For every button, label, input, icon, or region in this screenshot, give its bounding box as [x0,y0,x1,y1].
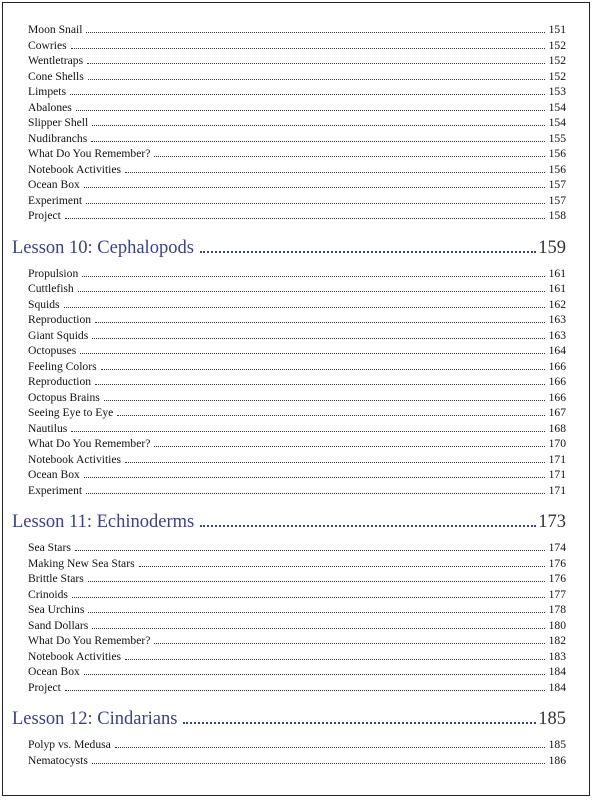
toc-entry [28,297,566,313]
entry-page-number: 171 [548,483,566,497]
dot-leader [125,172,545,173]
entry-page-number: 161 [548,266,566,280]
entry-title: Giant Squids [28,328,89,342]
toc-entry [28,390,566,406]
dot-leader [84,674,545,675]
dot-leader [71,431,544,432]
entry-page-number: 183 [548,649,566,663]
entry-title: Ocean Box [28,468,80,481]
dot-leader [125,462,545,463]
dot-leader [154,446,544,447]
toc-entry [28,22,566,38]
dot-leader [88,79,545,80]
entry-page-number: 167 [548,406,566,419]
dot-leader [104,400,545,401]
dot-leader [64,307,545,308]
dot-leader [117,415,544,416]
toc-entry [28,405,566,421]
entry-title: Crinoids [28,587,68,601]
toc-entry [28,737,566,753]
entry-page-number: 185 [548,738,566,751]
dot-leader [86,32,544,33]
entry-title: Propulsion [28,266,79,280]
toc-entry [28,281,566,297]
entry-title: Project [28,680,61,694]
entry-title: Ocean Box [28,178,80,191]
entry-title: Cowries [28,38,67,52]
lesson-heading-lesson-10-cephalopods [12,233,566,263]
entry-title: Making New Sea Stars [28,556,135,570]
entry-page-number: 182 [548,634,566,647]
entry-title: Nematocysts [28,753,88,767]
toc-entry [28,84,566,100]
entry-page-number: 180 [548,618,566,632]
page-number-fragment [287,793,305,796]
toc-entry [28,374,566,390]
toc-entry [28,208,566,224]
lesson-page-number: 159 [538,237,566,258]
entry-page-number: 151 [548,23,566,36]
toc-entry [28,100,566,116]
toc-entry [28,436,566,452]
toc-entry [28,602,566,618]
entry-page-number: 158 [548,209,566,222]
toc-entry [28,633,566,649]
toc-entry [28,359,566,375]
toc-entry [28,571,566,587]
dot-leader [84,187,545,188]
entry-page-number: 154 [548,100,566,114]
entry-page-number: 166 [548,375,566,388]
entry-title: Sand Dollars [28,618,89,632]
entry-page-number: 164 [548,344,566,357]
entry-title: Abalones [28,100,72,114]
dot-leader [101,369,545,370]
toc-entry [28,312,566,328]
entry-page-number: 174 [548,541,566,554]
entry-title: Experiment [28,193,83,207]
entry-page-number: 157 [548,193,566,207]
entry-title: Sea Urchins [28,603,85,616]
entry-title: Cone Shells [28,69,84,83]
toc-entry [28,649,566,665]
toc-entry [28,131,566,147]
dot-leader [115,747,545,748]
toc-entry [28,193,566,209]
dot-leader [80,353,544,354]
lesson-heading-lesson-12-cindarians [12,704,566,734]
dot-leader [91,141,544,142]
toc-entry [28,266,566,282]
dot-leader [92,125,544,126]
toc-entry [28,162,566,178]
entry-title: Notebook Activities [28,162,122,176]
entry-title: What Do You Remember? [28,634,151,647]
dot-leader [139,566,545,567]
toc-entry [28,664,566,680]
entry-page-number: 177 [548,587,566,601]
entry-title: Reproduction [28,375,92,388]
entry-page-number: 166 [548,390,566,404]
entry-title: Experiment [28,483,83,497]
entry-title: Feeling Colors [28,359,97,373]
toc-entry [28,483,566,499]
dot-leader [200,525,536,527]
toc-entry [28,753,566,769]
dot-leader [65,218,545,219]
entry-page-number: 163 [548,313,566,326]
table-of-contents [12,22,566,768]
lesson-title: Lesson 11: Echinoderms [12,512,195,532]
dot-leader [88,612,544,613]
toc-entry [28,421,566,437]
entry-title: Moon Snail [28,23,83,36]
dot-leader [71,48,545,49]
entry-title: Brittle Stars [28,572,84,585]
entry-title: What Do You Remember? [28,437,151,450]
entry-page-number: 152 [548,69,566,83]
dot-leader [86,493,545,494]
entry-page-number: 184 [548,665,566,678]
dot-leader [92,338,544,339]
lesson-title: Lesson 10: Cephalopods [12,237,194,258]
entry-page-number: 153 [548,85,566,98]
entry-page-number: 171 [548,452,566,466]
dot-leader [86,203,545,204]
lesson-page-number: 173 [538,512,566,532]
entry-page-number: 156 [548,147,566,160]
entry-title: Sea Stars [28,541,71,554]
toc-entry [28,146,566,162]
toc-entry [28,38,566,54]
dot-leader [95,384,545,385]
entry-title: Seeing Eye to Eye [28,406,114,419]
entry-title: Squids [28,297,60,311]
entry-page-number: 178 [548,603,566,616]
entry-page-number: 157 [548,178,566,191]
dot-leader [95,322,545,323]
entry-page-number: 168 [548,421,566,435]
dot-leader [183,722,536,724]
entry-page-number: 163 [548,328,566,342]
entry-page-number: 162 [548,297,566,311]
dot-leader [70,94,545,95]
entry-title: Cuttlefish [28,282,74,295]
toc-entry [28,69,566,85]
entry-page-number: 152 [548,38,566,52]
dot-leader [92,628,544,629]
entry-title: Slipper Shell [28,116,89,129]
dot-leader [78,291,545,292]
dot-leader [65,690,545,691]
entry-title: Nudibranchs [28,131,88,145]
entry-page-number: 170 [548,437,566,450]
entry-page-number: 161 [548,282,566,295]
entry-page-number: 184 [548,680,566,694]
entry-title: What Do You Remember? [28,147,151,160]
entry-title: Notebook Activities [28,649,122,663]
entry-title: Nautilus [28,421,68,435]
toc-entry [28,540,566,556]
dot-leader [88,581,545,582]
dot-leader [125,659,545,660]
entry-page-number: 166 [548,359,566,373]
dot-leader [84,477,545,478]
entry-title: Ocean Box [28,665,80,678]
toc-entry [28,452,566,468]
dot-leader [200,251,536,253]
lesson-page-number: 185 [538,709,566,729]
dot-leader [75,550,545,551]
entry-title: Notebook Activities [28,452,122,466]
entry-title: Limpets [28,85,66,98]
toc-entry [28,177,566,193]
entry-page-number: 176 [548,556,566,570]
entry-page-number: 152 [548,54,566,67]
entry-page-number: 186 [548,753,566,767]
dot-leader [87,63,545,64]
entry-page-number: 155 [548,131,566,145]
dot-leader [154,156,544,157]
toc-entry [28,328,566,344]
dot-leader [154,643,544,644]
entry-title: Polyp vs. Medusa [28,738,111,751]
toc-entry [28,467,566,483]
dot-leader [76,110,545,111]
dot-leader [92,763,545,764]
dot-leader [72,597,545,598]
entry-title: Project [28,209,61,222]
entry-title: Wentletraps [28,54,84,67]
toc-entry [28,587,566,603]
lesson-heading-lesson-11-echinoderms [12,507,566,537]
lesson-title: Lesson 12: Cindarians [12,709,178,729]
toc-entry [28,115,566,131]
toc-entry [28,680,566,696]
entry-page-number: 156 [548,162,566,176]
toc-entry [28,343,566,359]
toc-entry [28,556,566,572]
entry-page-number: 154 [548,116,566,129]
entry-title: Octopus Brains [28,390,100,404]
entry-title: Reproduction [28,313,92,326]
entry-title: Octopuses [28,344,77,357]
dot-leader [82,276,544,277]
entry-page-number: 171 [548,468,566,481]
entry-page-number: 176 [548,572,566,585]
toc-entry [28,53,566,69]
toc-entry [28,618,566,634]
